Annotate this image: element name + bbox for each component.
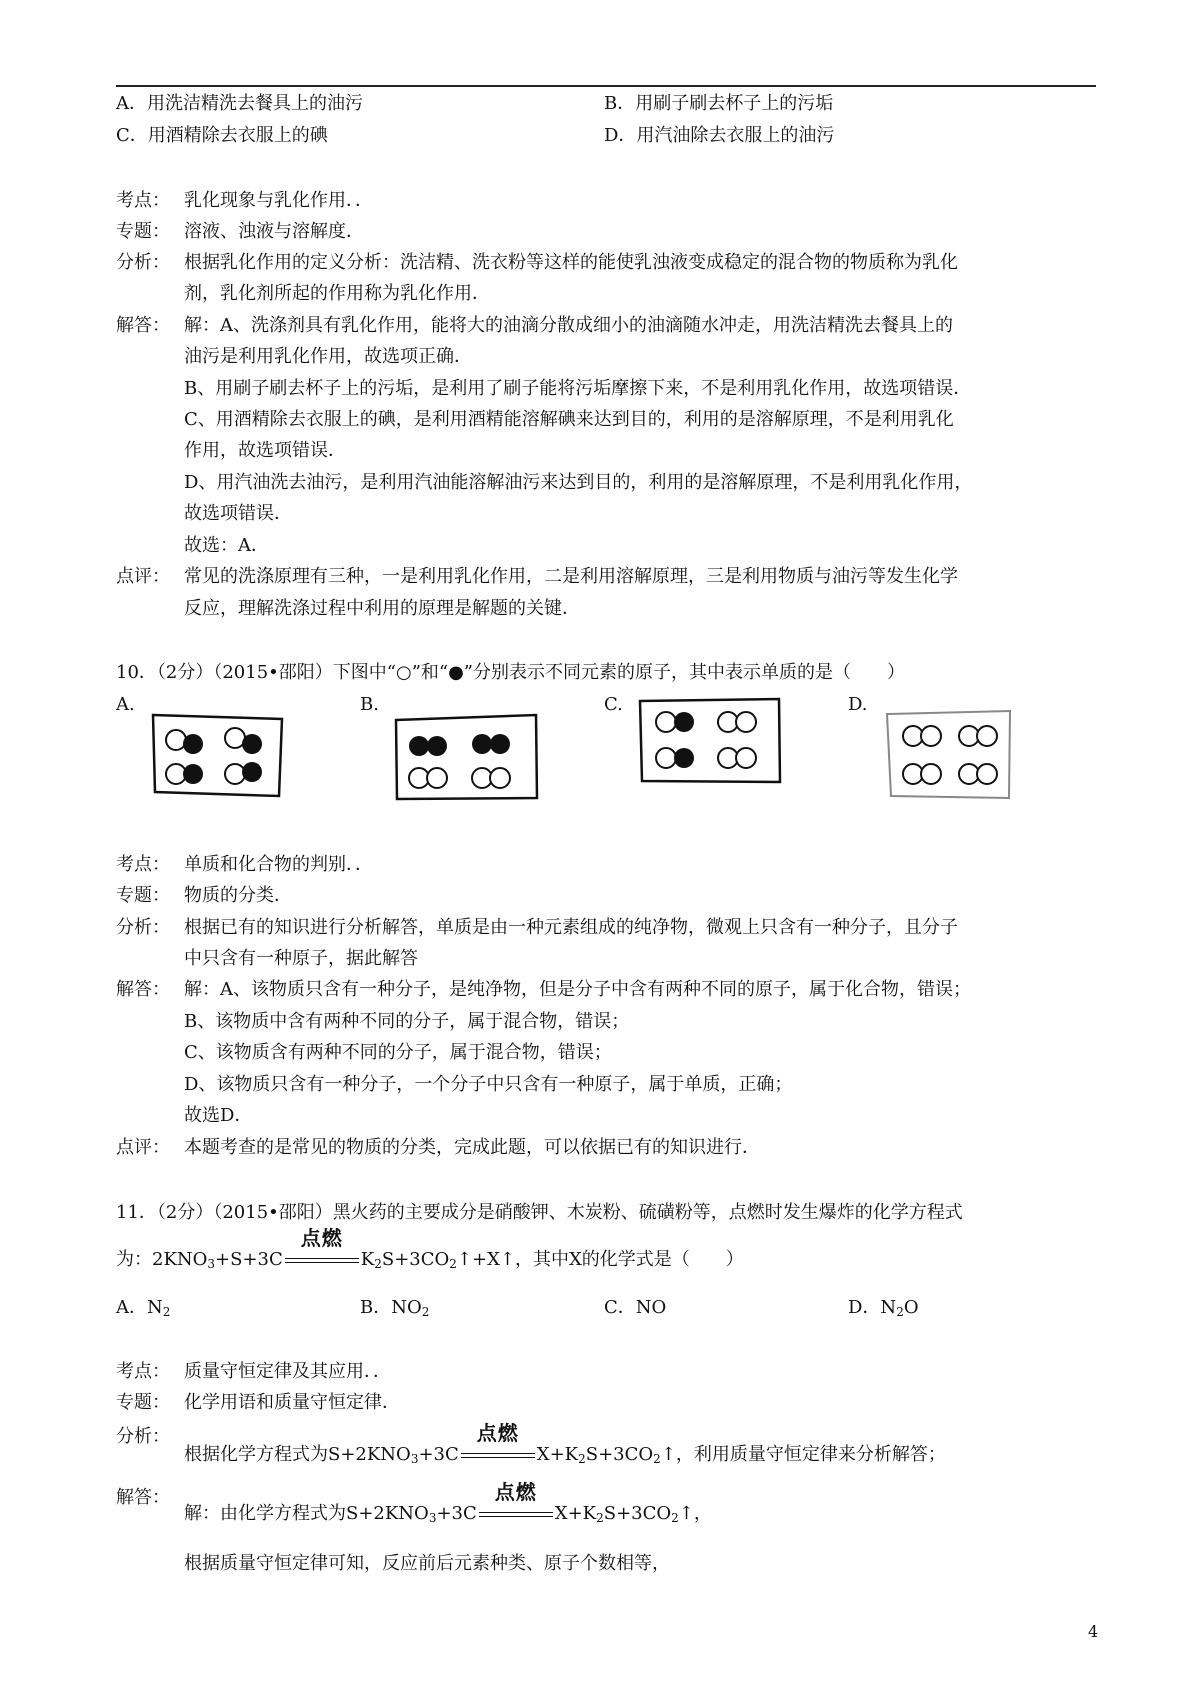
q10-zhuanti: 物质的分类．	[184, 885, 292, 906]
q11-jieda-line: 根据质量守恒定律可知，反应前后元素种类、原子个数相等，	[184, 1553, 670, 1574]
q10-jieda-line: 解：A、该物质只含有一种分子，是纯净物，但是分子中含有两种不同的原子，属于化合物，错误；	[184, 979, 971, 1000]
q9-jieda-line: 解：A、洗涤剂具有乳化作用，能将大的油滴分散成细小的油滴随水冲走，用洗洁精洗去餐具上的	[184, 315, 953, 336]
q10-dianping-line: 本题考查的是常见的物质的分类，完成此题，可以依据已有的知识进行．	[184, 1137, 760, 1158]
q9-fenxi-line: 根据乳化作用的定义分析：洗洁精、洗衣粉等这样的能使乳浊液变成稳定的混合物的物质称为乳化	[184, 252, 958, 273]
q10-diagram-b	[392, 712, 540, 802]
q10-kaodian-label: 考点：	[116, 854, 170, 875]
page-number: 4	[1088, 1622, 1099, 1641]
q10-stem: 10．（2分）（2015•邵阳）下图中“○”和“●”分别表示不同元素的原子，其中表示单质的是（ ）	[116, 662, 905, 683]
q10-diagram-c	[636, 696, 784, 786]
eq-text: 为：2KNO	[116, 1249, 208, 1270]
q9-option-a: A．用洗洁精洗去餐具上的油污	[116, 93, 363, 114]
reaction-condition-arrow: 点燃	[459, 1443, 537, 1467]
eq-subscript: 2	[374, 1257, 382, 1271]
q10-dianping-label: 点评：	[116, 1137, 170, 1158]
q11-fenxi-label: 分析：	[116, 1426, 170, 1447]
q9-jieda-label: 解答：	[116, 315, 170, 336]
q10-fenxi-line: 根据已有的知识进行分析解答，单质是由一种元素组成的纯净物，微观上只含有一种分子，且分子	[184, 917, 958, 938]
q10-fenxi-label: 分析：	[116, 917, 170, 938]
q9-zhuanti: 溶液、浊液与溶解度．	[184, 221, 364, 242]
q9-jieda-line: C、用酒精除去衣服上的碘，是利用酒精能溶解碘来达到目的，利用的是溶解原理，不是利用乳化	[184, 409, 954, 430]
q9-option-c: C．用酒精除去衣服上的碘	[116, 125, 328, 146]
q10-option-c-label: C.	[604, 694, 623, 715]
q11-zhuanti: 化学用语和质量守恒定律．	[184, 1392, 400, 1413]
eq-text: ↑+X↑，其中X的化学式是（ ）	[456, 1249, 744, 1270]
q10-jieda-line: D、该物质只含有一种分子，一个分子中只含有一种原子，属于单质，正确；	[184, 1074, 793, 1095]
q10-jieda-line: C、该物质含有两种不同的分子，属于混合物，错误；	[184, 1042, 612, 1063]
q10-option-a-label: A.	[116, 694, 135, 715]
q10-jieda-label: 解答：	[116, 979, 170, 1000]
q10-kaodian: 单质和化合物的判别．．	[184, 854, 373, 875]
q11-zhuanti-label: 专题：	[116, 1392, 170, 1413]
q11-kaodian: 质量守恒定律及其应用．．	[184, 1361, 391, 1382]
q11-option-b: B．$NO_2$	[360, 1297, 430, 1319]
q9-fenxi-line: 剂，乳化剂所起的作用称为乳化作用．	[184, 283, 490, 304]
q10-fenxi-line: 中只含有一种原子，据此解答	[184, 948, 418, 969]
reaction-condition-arrow	[283, 1226, 361, 1272]
q9-zhuanti-label: 专题：	[116, 221, 170, 242]
q11-jieda-equation: 解：由化学方程式为$S+2KNO_3+3C$ 点燃 $X+K_2S+3CO_2↑$，	[184, 1480, 712, 1525]
q9-jieda-line: 故选项错误．	[184, 503, 292, 524]
q9-kaodian: 乳化现象与乳化作用．．	[184, 190, 373, 211]
reaction-condition-arrow: 点燃	[477, 1502, 555, 1526]
q10-zhuanti-label: 专题：	[116, 885, 170, 906]
q9-jieda-line: 故选：A．	[184, 535, 269, 556]
q9-option-b: B．用刷子刷去杯子上的污垢	[604, 93, 834, 114]
q9-dianping-line: 常见的洗涤原理有三种，一是利用乳化作用，二是利用溶解原理，三是利用物质与油污等发生化学	[184, 566, 958, 587]
q9-jieda-line: D、用汽油洗去油污，是利用汽油能溶解油污来达到目的，利用的是溶解原理，不是利用乳化作用，	[184, 472, 973, 493]
q9-dianping-label: 点评：	[116, 566, 170, 587]
q11-equation	[116, 1226, 744, 1276]
q9-dianping-line: 反应，理解洗涤过程中利用的原理是解题的关键．	[184, 598, 580, 619]
q9-jieda-line: 油污是利用乳化作用，故选项正确．	[184, 346, 472, 367]
q9-jieda-line: 作用，故选项错误．	[184, 440, 346, 461]
eq-text: K	[360, 1249, 375, 1270]
q11-stem: 11．（2分）（2015•邵阳）黑火药的主要成分是硝酸钾、木炭粉、硫磺粉等，点燃时发生爆炸的化学方程式	[116, 1202, 963, 1223]
eq-subscript: 2	[449, 1257, 457, 1271]
q10-option-d-label: D.	[848, 694, 868, 715]
q10-jieda-line: 故选D．	[184, 1105, 253, 1126]
eq-subscript: 3	[207, 1257, 216, 1271]
q11-option-c: C．NO	[604, 1297, 667, 1318]
q11-jieda-label: 解答：	[116, 1487, 170, 1508]
q11-option-d: D．$N_2O$	[848, 1297, 919, 1319]
q9-fenxi-label: 分析：	[116, 252, 170, 273]
q9-kaodian-label: 考点：	[116, 190, 170, 211]
reaction-condition: 点燃	[300, 1226, 343, 1250]
eq-text: +S+3C	[215, 1249, 283, 1270]
q11-kaodian-label: 考点：	[116, 1361, 170, 1382]
q11-option-a: A．$N_2$	[116, 1297, 171, 1319]
q10-option-b-label: B.	[360, 694, 379, 715]
top-rule	[116, 85, 1096, 87]
q9-jieda-line: B、用刷子刷去杯子上的污垢，是利用了刷子能将污垢摩擦下来，不是利用乳化作用，故选项错误．	[184, 378, 972, 399]
q11-fenxi-equation: 根据化学方程式为$S+2KNO_3+3C$ 点燃 $X+K_2S+3CO_2↑$，利用质量守恒定律来分析解答；	[184, 1421, 946, 1466]
q10-diagram-d	[884, 708, 1014, 802]
q9-option-d: D．用汽油除去衣服上的油污	[604, 125, 835, 146]
eq-text: S+3CO	[381, 1249, 450, 1270]
q10-diagram-a	[150, 712, 286, 800]
q10-jieda-line: B、该物质中含有两种不同的分子，属于混合物，错误；	[184, 1011, 630, 1032]
